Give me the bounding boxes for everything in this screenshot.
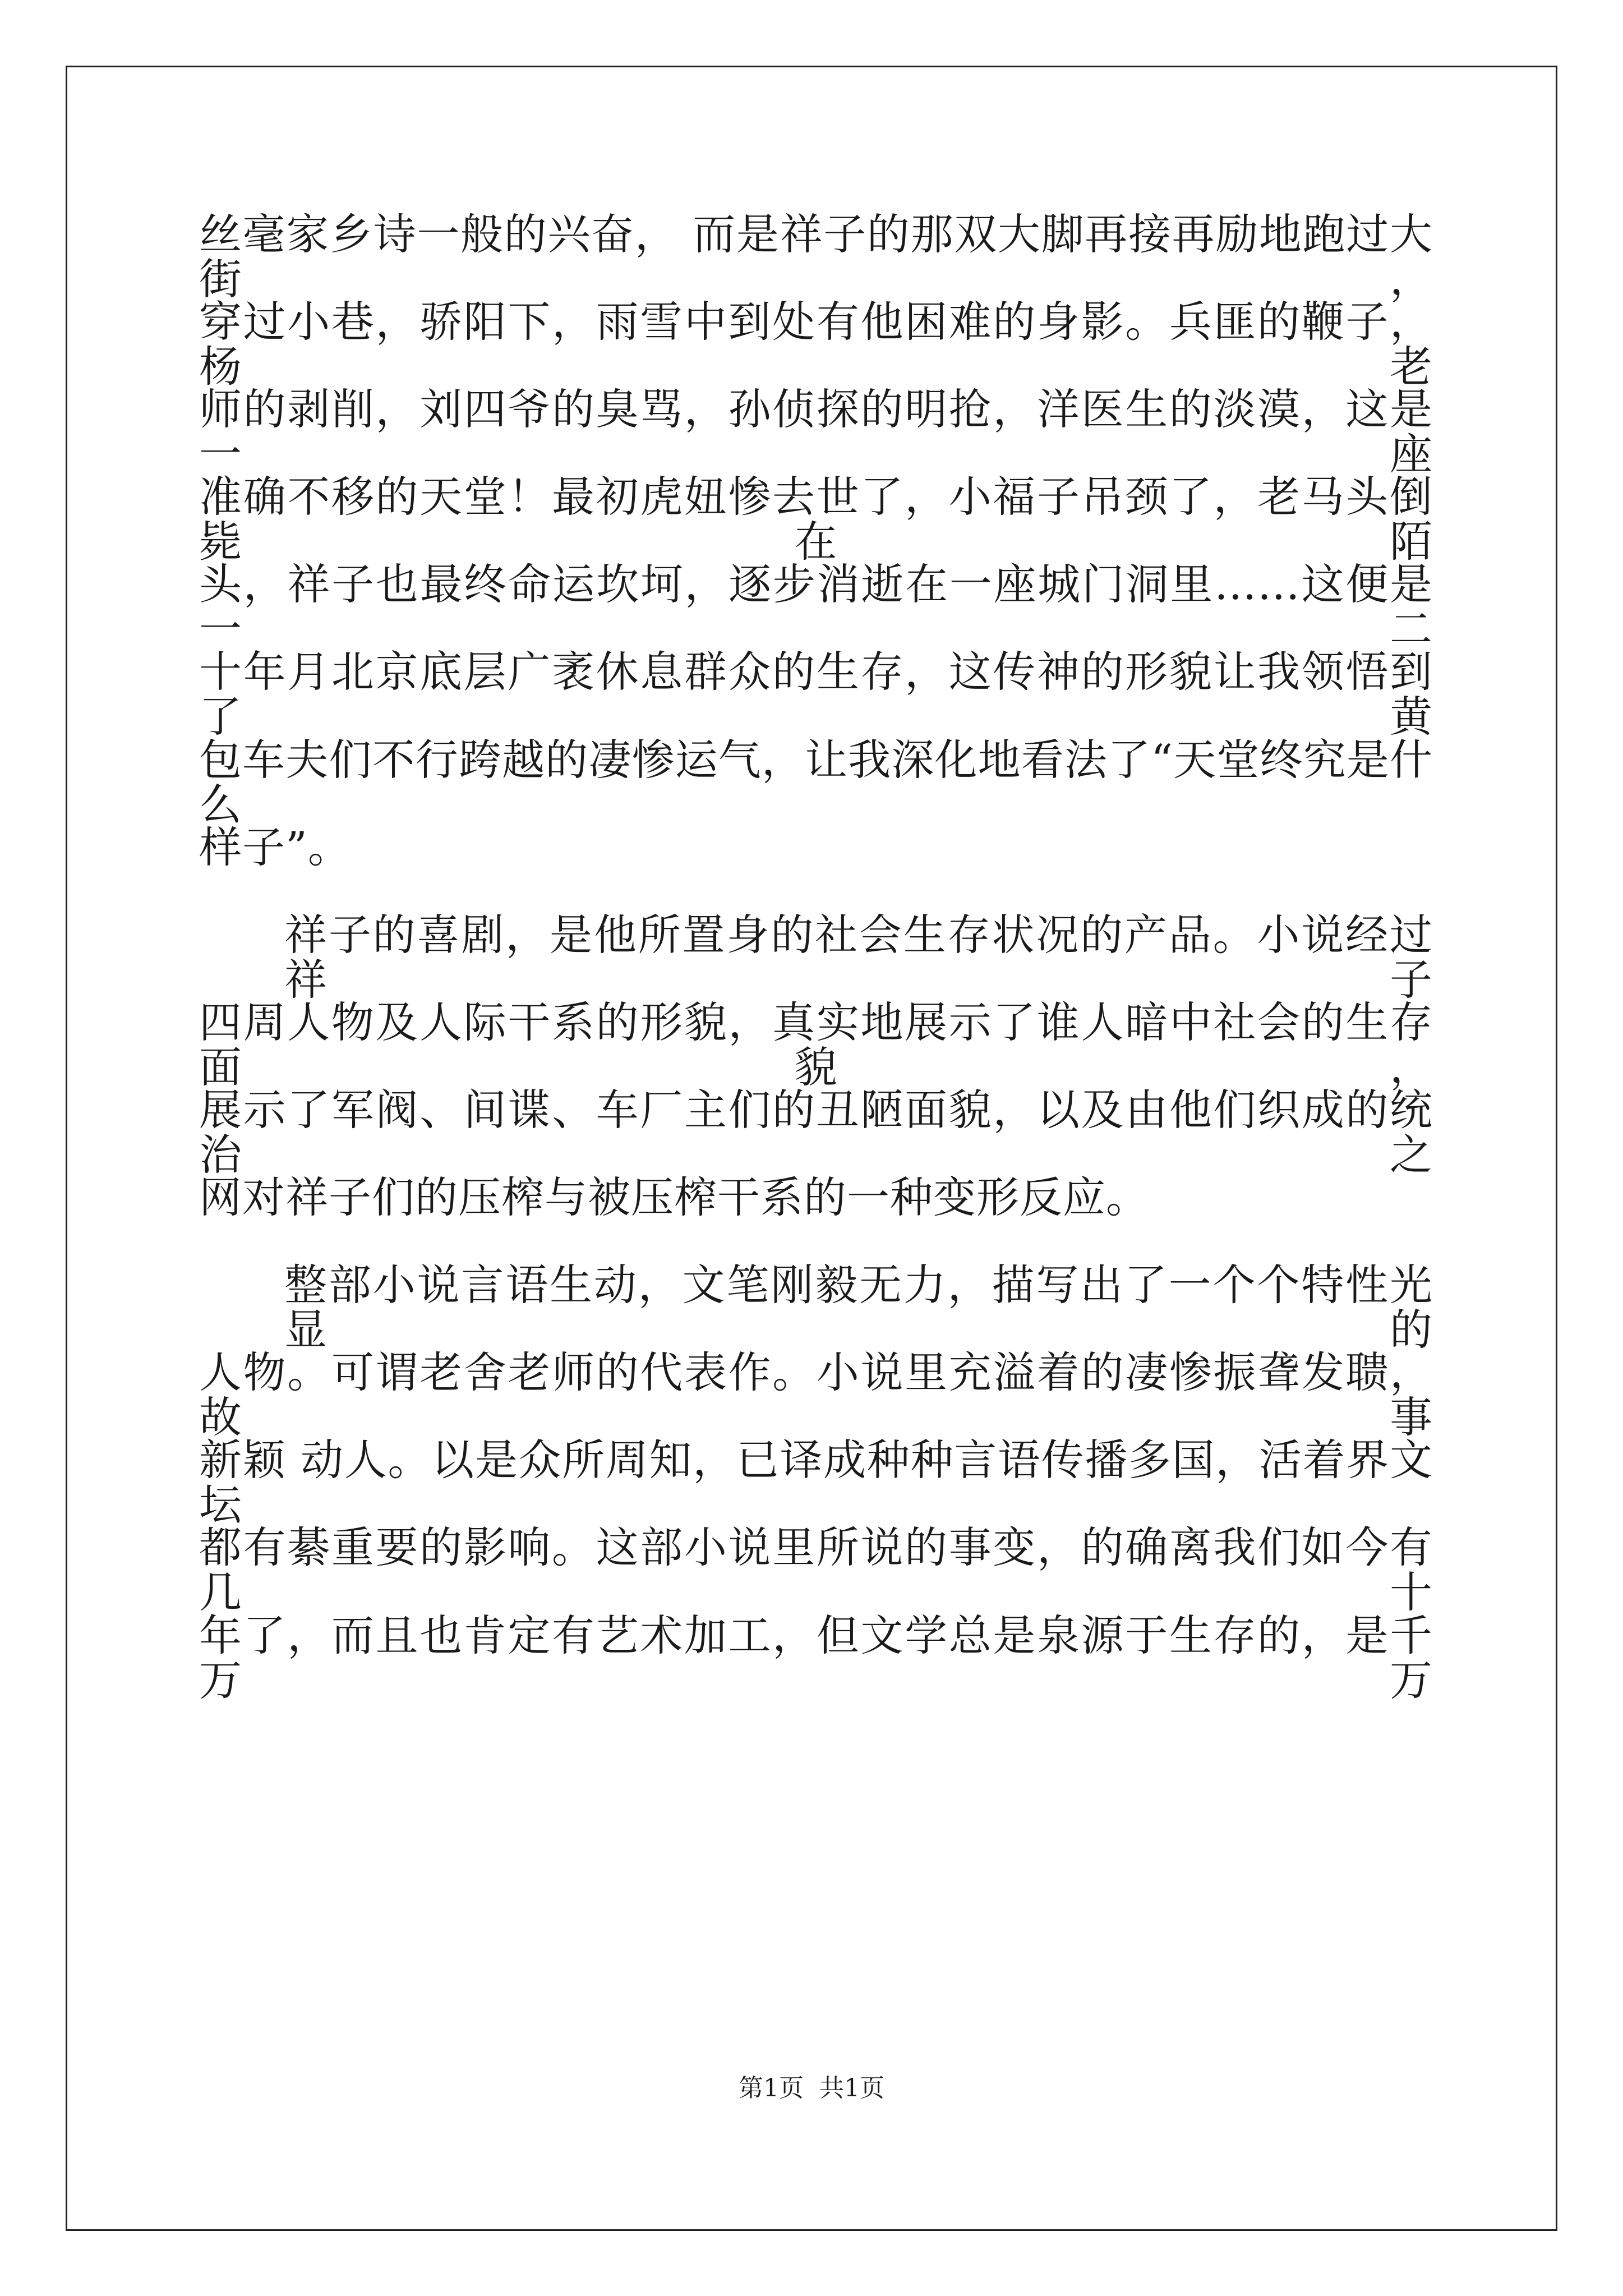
document-body <box>199 209 1433 1705</box>
text-line <box>199 734 1433 830</box>
text-line <box>199 1522 1433 1618</box>
text-line <box>199 559 1433 655</box>
text-line-content: 样子”。 <box>199 822 351 872</box>
page-total: 共1页 <box>819 2074 884 2102</box>
text-line-content: 祥子的喜剧，是他所置身的社会生存状况的产品。小说经过祥子 <box>284 909 1433 1005</box>
text-line <box>199 822 1433 913</box>
text-line-content: 整部小说言语生动，文笔刚毅无力，描写出了一个个特性光显的 <box>284 1260 1433 1355</box>
text-line-content: 人物。可谓老舍老师的代表作。小说里充溢着的凄惨振聋发聩，故事 <box>199 1347 1433 1443</box>
text-line-content: 四周人物及人际干系的形貌，真实地展示了谁人暗中社会的生存面貌， <box>199 997 1433 1092</box>
text-line-content: 都有綦重要的影响。这部小说里所说的事变，的确离我们如今有几十 <box>199 1522 1433 1618</box>
text-line-content: 新颖 动人。以是众所周知，已译成种种言语传播多国，活着界文坛 <box>199 1435 1433 1530</box>
text-line <box>199 209 1433 304</box>
text-line <box>199 1435 1433 1530</box>
text-line-content: 包车夫们不行跨越的凄惨运气，让我深化地看法了“天堂终究是什么 <box>199 734 1433 830</box>
text-line-content: 年了，而且也肯定有艺术加工，但文学总是泉源于生存的，是千万万 <box>199 1610 1433 1705</box>
text-line-content: 十年月北京底层广袤休息群众的生存，这传神的形貌让我领悟到了黄 <box>199 647 1433 742</box>
text-line-content: 丝毫家乡诗一般的兴奋， 而是祥子的那双大脚再接再励地跑过大街， <box>199 209 1433 304</box>
text-line <box>199 472 1433 567</box>
text-line <box>199 384 1433 480</box>
text-line <box>199 909 1433 1005</box>
text-line-content: 头，祥子也最终命运坎坷，逐步消逝在一座城门洞里……这便是一二 <box>199 559 1433 655</box>
page-footer <box>0 2074 1623 2102</box>
text-line <box>199 647 1433 742</box>
text-line <box>199 1260 1433 1355</box>
text-line-content: 准确不移的天堂！最初虎妞惨去世了，小福子吊颈了，老马头倒毙在陌 <box>199 472 1433 567</box>
text-line <box>199 997 1433 1092</box>
text-line-content: 展示了军阀、间谍、车厂主们的丑陋面貌，以及由他们织成的统治之 <box>199 1084 1433 1180</box>
text-line <box>199 1084 1433 1180</box>
page-number: 第1页 <box>739 2074 804 2102</box>
text-line <box>199 1172 1433 1263</box>
text-line <box>199 1347 1433 1443</box>
text-line-content: 穿过小巷，骄阳下，雨雪中到处有他困难的身影。兵匪的鞭子，杨老 <box>199 297 1433 392</box>
text-line <box>199 297 1433 392</box>
text-line <box>199 1610 1433 1705</box>
text-line-content: 师的剥削，刘四爷的臭骂，孙侦探的明抢，洋医生的淡漠，这是一座 <box>199 384 1433 480</box>
text-line-content: 网对祥子们的压榨与被压榨干系的一种变形反应。 <box>199 1172 1149 1223</box>
